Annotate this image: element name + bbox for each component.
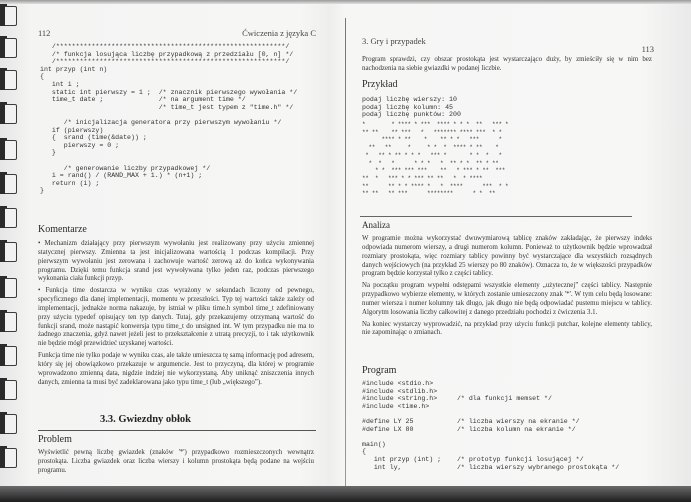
desk-background — [0, 486, 691, 502]
analysis-paragraph: Na początku program wypełni odstępami wszystkie elementy „użytecznej” części tablicy. Następnie przypadkowo wybierze elementy, w których zostanie umieszczony znak '*'. W tym celu będą losowane: numer wiersza i numer kolumny tak długo, jak długo nie będą odpowiadać pustemu miejscu w tablicy. Algorytm losowania liczby całkowitej z danego przedziału pochodzi z ćwiczenia 3.1. — [362, 282, 652, 316]
binding-ring — [0, 206, 18, 228]
binding-ring — [0, 68, 18, 90]
right-page-number: 113 — [641, 44, 654, 54]
example-prompts: podaj liczbę wierszy: 10 podaj liczbę kolumn: 45 podaj liczbę punktów: 200 — [362, 96, 461, 119]
section-title: 3.3. Gwiezdny obłok — [100, 414, 192, 425]
example-rule — [360, 216, 632, 217]
binding-ring — [0, 344, 18, 366]
spiral-binding — [0, 0, 22, 490]
binding-ring — [0, 172, 18, 194]
binding-ring — [0, 446, 18, 468]
binding-ring — [0, 36, 18, 58]
comments-body — [38, 240, 314, 391]
example-star-output: * * **** * *** **** * * * ** *** * ** ** ** *** * ******* **** *** * * **** * ** * ** * * *** * ** ** * * * * **** * ** * * ** * ** * * * *** * * * * * * * * * * * * ** * * ** * ** * * *** *** *** ** * *** * ** *** ** * *** * * *** ** ** * * **** ** ** * * **** * * **** *** * * ** ** ** *** ******** * * ** — [362, 121, 509, 198]
binding-ring — [0, 276, 18, 298]
binding-ring — [0, 310, 18, 332]
program-heading: Program — [362, 365, 397, 376]
page-gutter — [345, 18, 346, 486]
comment-paragraph: • Mechanizm działający przy pierwszym wywołaniu jest realizowany przy użyciu zmiennej statycznej pierwszy. Zmienna ta jest inicjalizowana wartością 1 podczas kompilacji. Przy pierwszym wywołaniu jest zerowana i zachowuje wartość zerową aż do końca wykonywania programu. Dzięki temu funkcja srand jest wywoływana tylko jeden raz, podczas pierwszego wykonania ciała funkcji przyp. — [38, 240, 314, 283]
analysis-paragraph: Na koniec wystarczy wyprowadzić, na przykład przy użyciu funkcji putchar, kolejne elementy tablicy, nie zapominając o zmianach. — [362, 320, 652, 337]
analysis-body — [362, 235, 652, 341]
binding-ring — [0, 378, 18, 400]
binding-ring — [0, 240, 18, 262]
binding-ring — [0, 412, 18, 434]
comments-heading: Komentarze — [38, 224, 87, 235]
analysis-paragraph: W programie można wykorzystać dwuwymiarową tablicę znaków zakładając, że pierwszy indeks odpowiada numerom wierszy, a drugi numerom kolumn. Ponieważ to użytkownik będzie wprowadzał rozmiary prostokąta, więc rozmiary tablicy powinny być wystarczające dla wszystkich rozsądnych danych wejściowych (na przykład 25 wierszy po 80 znaków). Oznacza to, że w większości przypadków program będzie korzystał tylko z części tablicy. — [362, 235, 652, 278]
binding-ring — [0, 4, 18, 26]
comment-paragraph: • Funkcja time dostarcza w wyniku czas wyrażony w sekundach liczony od pewnego, specyficznego dla danej implementacji, momentu w przeszłości. Typ tej wartości także zależy od implementacji, jednakże norma nakazuje, by istniał w pliku time.h symbol time_t zdefiniowany przy użyciu typedef opisujący ten typ danych. Tutaj, gdy przekazujemy otrzymaną wartość do funkcji srand, może nastąpić konwersja typu time_t do unsigned int. W tym przypadku nie ma to żadnego znaczenia, gdyż nawet jeżeli jest to przekształcenie z utratą precyzji, to i tak użytkownik nie będzie mógł przewidzieć uzyskanej wartości. — [38, 287, 314, 348]
right-page — [362, 0, 654, 490]
binding-ring — [0, 138, 18, 160]
example-heading: Przykład — [362, 79, 398, 90]
left-page — [38, 0, 316, 490]
analysis-heading: Analiza — [362, 220, 390, 230]
problem-text: Wyświetlić pewną liczbę gwiazdek (znaków '*') przypadkowo rozmieszczonych wewnątrz prostokąta. Liczba gwiazdek oraz liczba wierszy i kolumn prostokąta będą podane na wejściu programu. — [38, 449, 314, 474]
left-running-title: Ćwiczenia z języka C — [242, 28, 316, 38]
right-running-title: 3. Gry i przypadek — [362, 36, 426, 46]
left-page-number: 112 — [38, 28, 51, 38]
problem-heading: Problem — [38, 434, 72, 445]
comment-paragraph: Funkcja time nie tylko podaje w wyniku czas, ale także umieszcza tę samą informację pod adresem, który się jej obowiązkowo przekazuje w argumencie. Jest to przyczyną, dla której w programie wprowadzono zmienną data, nigdzie indziej nie wykorzystaną. Aby uniknąć zniszczenia innych danych, zmienna ta musi być zadeklarowana jako typu time_t (lub „większego”). — [38, 352, 314, 386]
program-code: #include <stdio.h> #include <stdlib.h> #include <string.h> /* dla funkcji memset */ #include <time.h> #define LY 25 /* liczba wierszy na ekranie */ #define LX 80 /* liczba kolumn na ekranie */ main() { int przyp (int) ; /* prototyp funkcji losującej */ int ly, /* liczba wierszy wybranego prostokąta */ — [362, 380, 620, 471]
section-rule — [38, 430, 316, 431]
intro-text: Program sprawdzi, czy obszar prostokąta jest wystarczająco duży, by zmieściły się w nim bez nachodzenia na siebie gwiazdki w podanej liczbie. — [362, 56, 652, 72]
przyp-function-code: /**********************************************************/ /* funkcja losująca liczbę przypadkową z przedziału [0, n] */ /**********************************************************/ int przyp (int n) { int i ; static int pierwszy = 1 ; /* znacznik pierwszego wywołania */ time_t date ; /* na argument time */ /* time_t jest typem z "time.h" */ /* inicjalizacja generatora przy pierwszym wywołaniu */ if (pierwszy) { srand (time(&date)) ; pierwszy = 0 ; } /* generowanie liczby przypadkowej */ i = rand() / (RAND_MAX + 1.) * (n+1) ; return (i) ; } — [40, 43, 298, 195]
binding-ring — [0, 102, 18, 124]
